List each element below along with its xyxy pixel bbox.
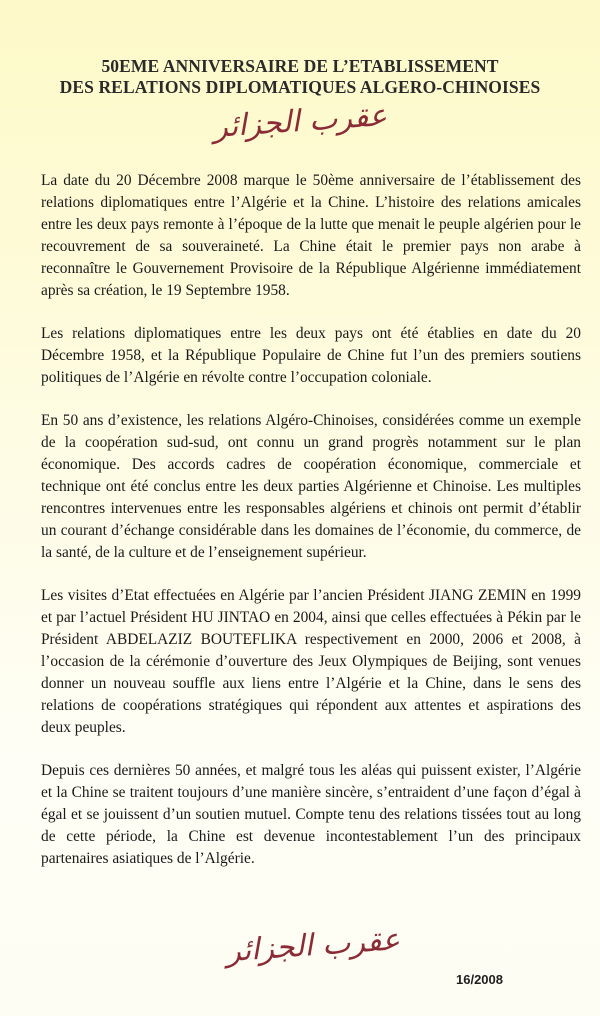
paragraph-5: Depuis ces dernières 50 années, et malgré tous les aléas qui puissent exister, l’Algérie et la Chine se traitent toujours d’une manière sincère, s’entraident d’une façon d’égal à égal et se jouissent d’un soutien mutuel. Compte tenu des relations tissées tout au long de cette période, la Chine est devenue incontestablement l’un des principaux partenaires asiatiques de l’Algérie. [41, 762, 581, 867]
paragraph-1: La date du 20 Décembre 2008 marque le 50ème anniversaire de l’établissement des relations diplomatiques entre l’Algérie et la Chine. L’histoire des relations amicales entre les deux pays remonte à l’époque de la lutte que menait le peuple algérien pour le recouvrement de sa souveraineté. La Chine était le premier pays non arabe à reconnaître le Gouvernement Provisoire de la République Algérienne immédiatement après sa création, le 19 Septembre 1958. [41, 172, 581, 299]
page-title [0, 56, 600, 98]
paragraph-3: En 50 ans d’existence, les relations Algéro-Chinoises, considérées comme un exemple de la coopération sud-sud, ont connu un grand progrès notamment sur le plan économique. Des accords cadres de coopération économique, commerciale et technique ont été conclus entre les deux parties Algérienne et Chinoise. Les multiples rencontres intervenues entre les responsables algériens et chinois ont permit d’établir un courant d’échange considérable dans les domaines de l’économie, du commerce, de la santé, de la culture et de l’enseignement supérieur. [41, 412, 581, 561]
article-body [41, 170, 581, 891]
paragraph-4: Les visites d’Etat effectuées en Algérie par l’ancien Président JIANG ZEMIN en 1999 et par l’actuel Président HU JINTAO en 2004, ainsi que celles effectuées à Pékin par le Président ABDELAZIZ BOUTEFLIKA respectivement en 2000, 2006 et 2008, à l’occasion de la cérémonie d’ouverture des Jeux Olympiques de Beijing, sont venues donner un nouveau souffle aux liens entre l’Algérie et la Chine, dans le sens des relations de coopérations stratégiques qui répondent aux attentes et aspirations des deux peuples. [41, 587, 581, 736]
page-number: 16/2008 [456, 972, 503, 987]
title-line-1: 50EME ANNIVERSAIRE DE L’ETABLISSEMENT [101, 56, 499, 76]
brand-watermark-top: عقرب الجزائر [211, 97, 389, 146]
paragraph-2: Les relations diplomatiques entre les deux pays ont été établies en date du 20 Décembre 1958, et la République Populaire de Chine fut l’un des premiers soutiens politiques de l’Algérie en révolte contre l’occupation coloniale. [41, 325, 581, 386]
title-line-2: DES RELATIONS DIPLOMATIQUES ALGERO-CHINOISES [59, 77, 541, 97]
brand-watermark-bottom: عقرب الجزائر [224, 922, 402, 970]
